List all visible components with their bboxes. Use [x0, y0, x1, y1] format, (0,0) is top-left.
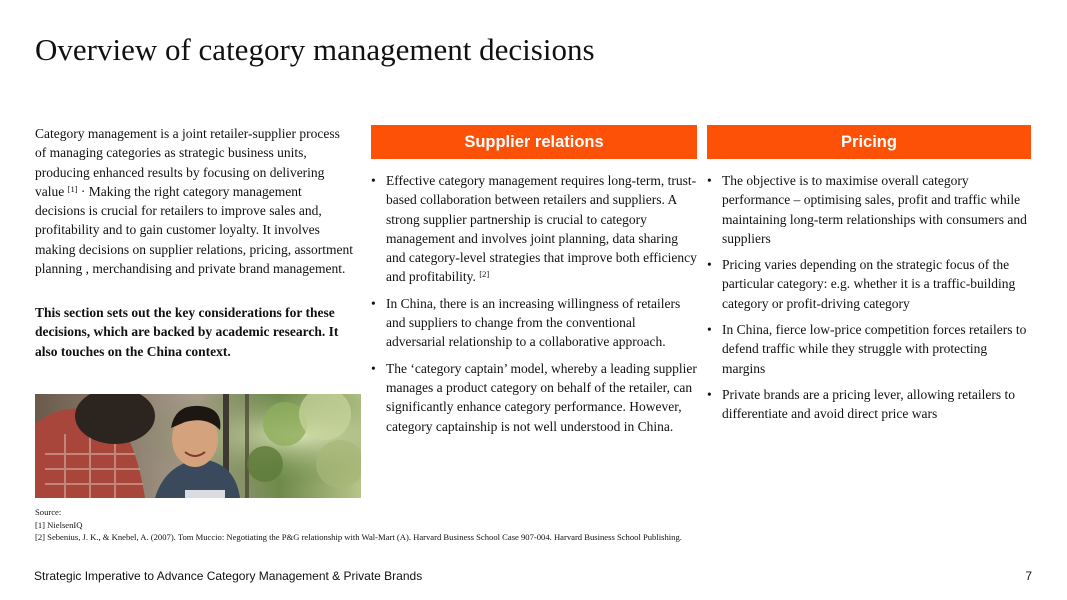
intro-text-part1: Category management is a joint retailer-supplier process of managing categories as strategic business units, producing enhanced results by focusing on delivering value	[35, 126, 340, 199]
meeting-photo	[35, 394, 361, 498]
bullet-icon: •	[707, 257, 712, 273]
page-title: Overview of category management decisions	[35, 32, 595, 67]
intro-text-part2: Making the right category management decisions is crucial for retailers to improve sales and, profitability and to gain customer loyalty. It involves making decisions on supplier relations, pricing, assortment planning , merchandising and private brand management.	[35, 183, 353, 277]
reference-2: [2]	[479, 269, 490, 280]
source-ref-2: [2] Sebenius, J. K., & Knebel, A. (2007). Tom Muccio: Negotiating the P&G relationship with Wal-Mart (A). Harvard Business School Case 907-004. Harvard Business School Publishing.	[35, 532, 682, 542]
sources-block	[35, 506, 682, 544]
supplier-relations-header: Supplier relations	[371, 125, 697, 159]
list-item	[707, 171, 1033, 248]
list-item	[371, 294, 697, 352]
list-item-text: Effective category management requires long-term, trust-based collaboration between retailers and suppliers. A strong supplier partnership is crucial to category management and involves joint planning, data sharing and category-level strategies that improve both efficiency and profitability.	[386, 173, 697, 285]
page-number: 7	[1025, 569, 1032, 583]
bullet-icon: •	[707, 386, 712, 402]
bullet-icon: •	[707, 173, 712, 188]
footer-text: Strategic Imperative to Advance Category Management & Private Brands	[34, 569, 423, 583]
list-item	[371, 171, 697, 287]
bullet-icon: •	[371, 173, 376, 188]
list-item-text: The ‘category captain’ model, whereby a leading supplier manages a product category on behalf of the retailer, can significantly enhance category performance. However, category captainship is not well understood in China.	[386, 360, 697, 434]
supplier-relations-list	[371, 171, 697, 443]
list-item	[707, 385, 1033, 424]
list-item-text: Private brands are a pricing lever, allowing retailers to differentiate and avoid direct price wars	[722, 386, 1015, 422]
bullet-icon: •	[707, 322, 712, 338]
intro-paragraph	[35, 124, 353, 278]
pricing-list	[707, 171, 1033, 431]
list-item-text: Pricing varies depending on the strategic focus of the particular category: e.g. whether it is a traffic-building category or profit-driving category	[722, 257, 1016, 311]
intro-bold-statement: This section sets out the key considerations for these decisions, which are backed by academic research. It also touches on the China context.	[35, 305, 339, 359]
list-item	[371, 359, 697, 436]
bullet-icon: •	[371, 360, 376, 376]
reference-1: [1]	[67, 183, 78, 194]
pricing-header: Pricing	[707, 125, 1031, 159]
source-ref-1: [1] NielsenIQ	[35, 519, 83, 530]
bullet-icon: •	[371, 295, 376, 311]
ref-separator: ·	[77, 183, 89, 199]
sources-label: Source:	[35, 507, 62, 517]
list-item	[707, 320, 1033, 378]
list-item-text: In China, fierce low-price competition forces retailers to defend traffic while they struggle with protecting margins	[722, 322, 1027, 376]
list-item-text: In China, there is an increasing willingness of retailers and suppliers to change from the conventional adversarial relationship to a collaborative approach.	[386, 295, 681, 350]
list-item	[707, 255, 1033, 313]
list-item-text: The objective is to maximise overall category performance – optimising sales, profit and traffic while maintaining long-term relationships with consumers and suppliers	[722, 173, 1027, 246]
